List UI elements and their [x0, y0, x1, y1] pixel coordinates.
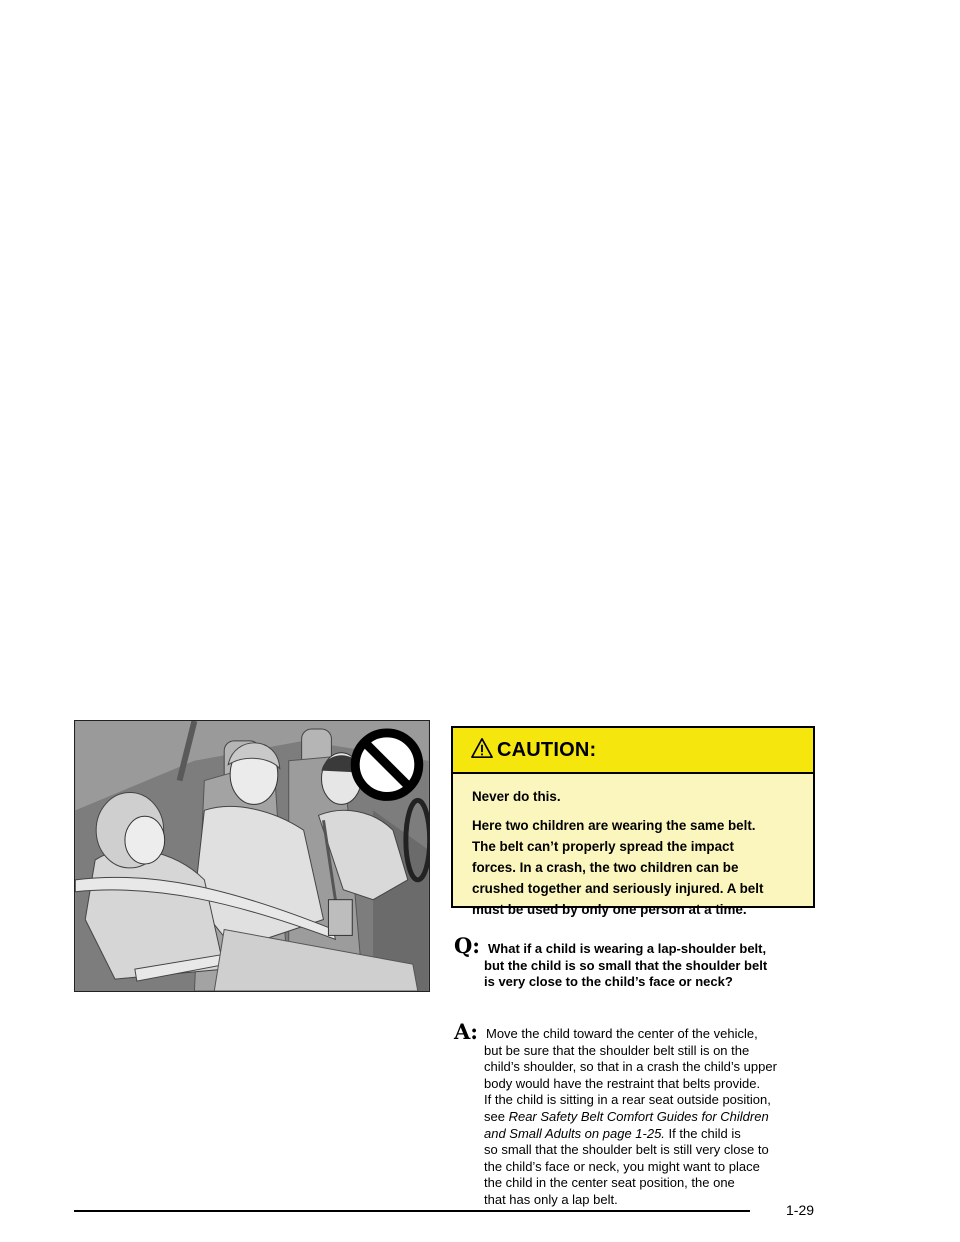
warning-triangle-icon — [471, 737, 493, 759]
illustration-drawing — [75, 721, 429, 991]
answer-line — [484, 1109, 824, 1126]
caution-title: CAUTION: — [497, 738, 597, 761]
caution-line: The belt can’t properly spread the impact — [472, 839, 734, 854]
answer-line: but be sure that the shoulder belt still is on the — [484, 1042, 750, 1058]
caution-line: crushed together and seriously injured. A belt — [472, 881, 764, 896]
page-number: 1-29 — [786, 1202, 815, 1218]
answer-label: A: — [454, 1019, 479, 1044]
caution-line: Here two children are wearing the same belt. — [472, 818, 756, 833]
question-line: but the child is so small that the shoulder belt — [484, 957, 768, 973]
cross-reference-link[interactable]: Rear Safety Belt Comfort Guides for Children — [508, 1108, 769, 1124]
question-block — [454, 935, 824, 991]
question-text — [454, 935, 824, 991]
see-prefix: see — [484, 1108, 509, 1124]
two-children-one-belt-illustration — [74, 720, 430, 992]
caution-box — [451, 726, 815, 917]
answer-line: the child’s face or neck, you might want to place — [484, 1158, 760, 1174]
prohibition-icon — [355, 733, 419, 797]
cross-reference-link[interactable]: and Small Adults on page 1-25. — [484, 1125, 665, 1141]
answer-text-fragment: If the child is — [664, 1125, 741, 1141]
answer-line: so small that the shoulder belt is still very close to — [484, 1142, 769, 1158]
question-label: Q: — [454, 933, 481, 958]
footer-rule — [74, 1210, 750, 1212]
caution-body — [453, 774, 813, 920]
caution-header — [453, 728, 813, 774]
question-line: What if a child is wearing a lap-shoulder belt, — [488, 941, 767, 956]
answer-line: body would have the restraint that belts provide. — [484, 1075, 761, 1091]
answer-block — [454, 1021, 824, 1209]
caution-lead: Never do this. — [472, 789, 561, 804]
answer-line: that has only a lap belt. — [484, 1191, 618, 1207]
question-line: is very close to the child’s face or neck? — [484, 974, 733, 989]
answer-line: child’s shoulder, so that in a crash the child’s upper — [484, 1059, 777, 1075]
answer-line: If the child is sitting in a rear seat outside position, — [484, 1092, 771, 1108]
answer-line: Move the child toward the center of the vehicle, — [486, 1026, 758, 1041]
answer-line — [484, 1126, 824, 1143]
caution-line: forces. In a crash, the two children can be — [472, 860, 739, 875]
answer-line: the child in the center seat position, the one — [484, 1175, 735, 1191]
answer-text — [454, 1021, 824, 1209]
caution-line: must be used by only one person at a time. — [472, 902, 747, 917]
